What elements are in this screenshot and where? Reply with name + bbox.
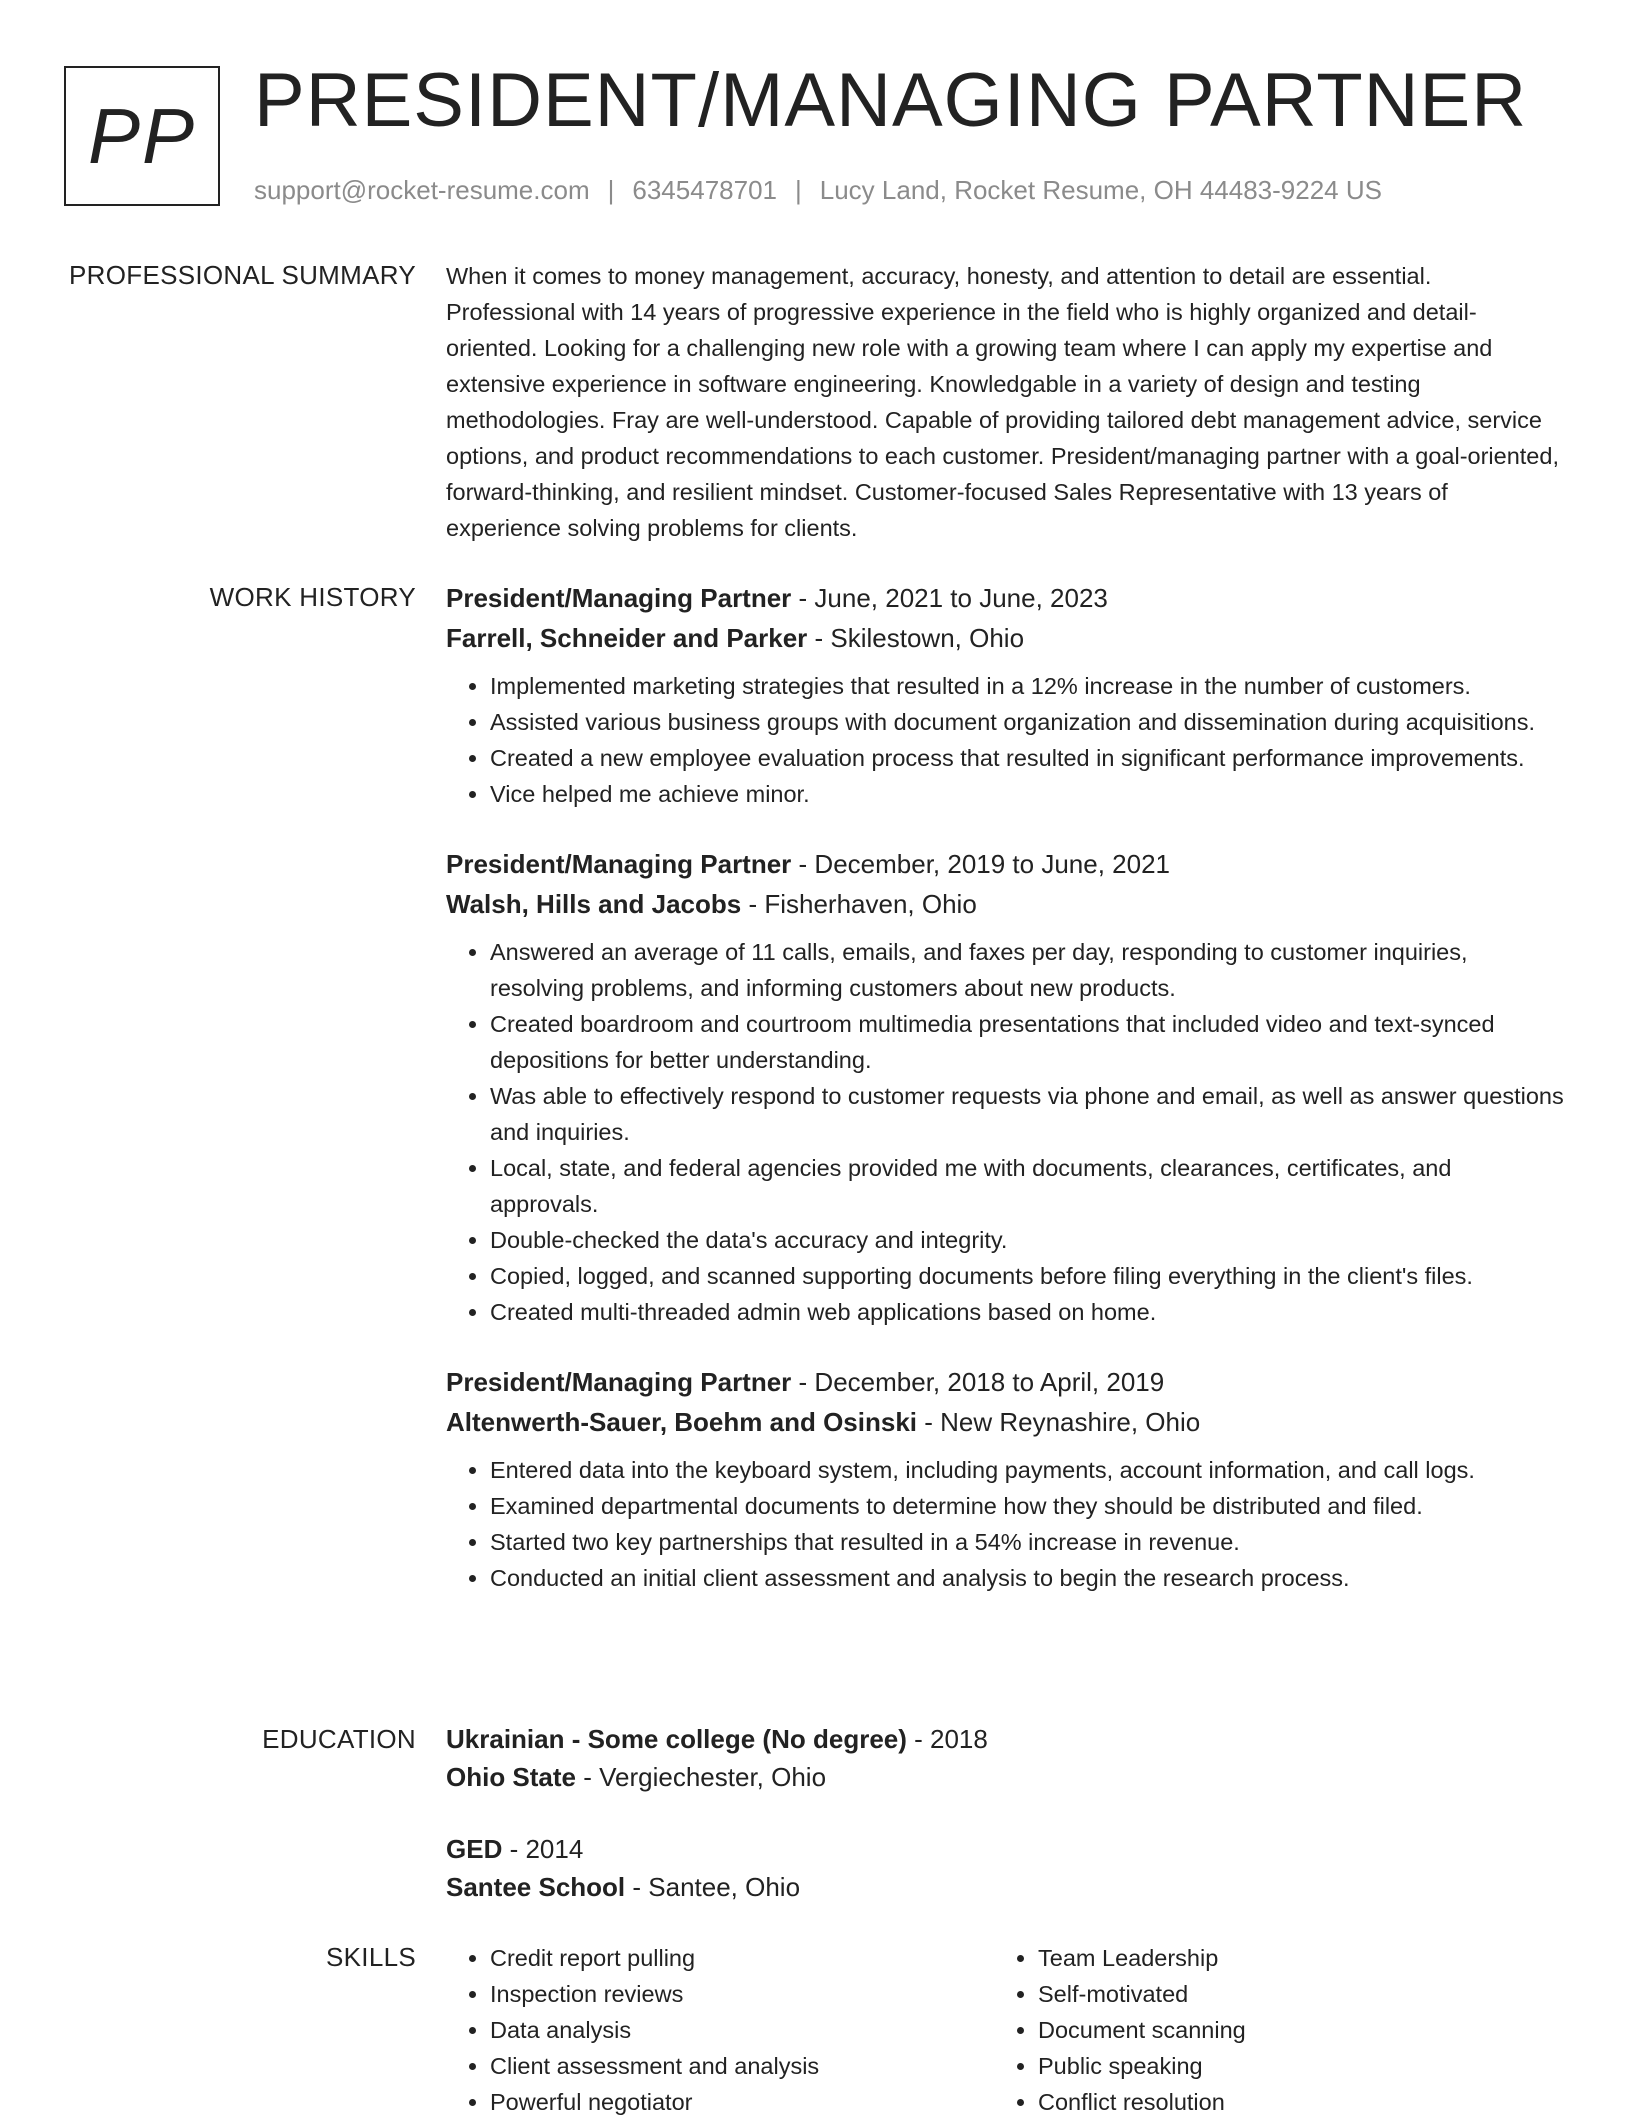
job-bullets xyxy=(446,668,1566,812)
job-bullet: • Copied, logged, and scanned supporting documents before filing everything in the client's files. xyxy=(490,1258,1566,1294)
skill-item: • Team Leadership xyxy=(1038,1940,1542,1976)
education-school-line xyxy=(446,1868,1566,1906)
job-dates: - June, 2021 to June, 2023 xyxy=(791,583,1108,613)
contact-phone[interactable]: 6345478701 xyxy=(632,175,777,205)
job-bullet: • Vice helped me achieve minor. xyxy=(490,776,1566,812)
education-degree-line xyxy=(446,1720,1566,1758)
job-entry xyxy=(446,578,1566,812)
skill-item: • Conflict resolution xyxy=(1038,2084,1542,2120)
job-dates: - December, 2018 to April, 2019 xyxy=(791,1367,1165,1397)
skill-item: • Data analysis xyxy=(490,2012,994,2048)
summary-heading: PROFESSIONAL SUMMARY xyxy=(69,260,416,290)
skill-item: • Document scanning xyxy=(1038,2012,1542,2048)
contact-address: Lucy Land, Rocket Resume, OH 44483-9224 US xyxy=(819,175,1382,205)
education-location: - Santee, Ohio xyxy=(625,1872,801,1902)
job-dates: - December, 2019 to June, 2021 xyxy=(791,849,1171,879)
job-title-line xyxy=(446,844,1566,884)
job-bullet: • Created a new employee evaluation process that resulted in significant performance improvements. xyxy=(490,740,1566,776)
job-bullet: • Created boardroom and courtroom multimedia presentations that included video and text-synced depositions for better understanding. xyxy=(490,1006,1566,1078)
education-location: - Vergiechester, Ohio xyxy=(576,1762,827,1792)
job-title-line xyxy=(446,578,1566,618)
job-company: Walsh, Hills and Jacobs xyxy=(446,889,742,919)
skill-item: • Public speaking xyxy=(1038,2048,1542,2084)
skills-list-left xyxy=(446,1940,994,2120)
job-bullet: • Answered an average of 11 calls, emails, and faxes per day, responding to customer inquiries, resolving problems, and informing customers about new products. xyxy=(490,934,1566,1006)
job-location: - Skilestown, Ohio xyxy=(807,623,1025,653)
skills-heading: SKILLS xyxy=(326,1942,416,1972)
education-entry xyxy=(446,1720,1566,1796)
education-school: Ohio State xyxy=(446,1762,577,1792)
contact-line xyxy=(254,174,1382,206)
job-bullet: • Started two key partnerships that resulted in a 54% increase in revenue. xyxy=(490,1524,1566,1560)
contact-separator: | xyxy=(607,175,615,205)
job-entry xyxy=(446,844,1566,1330)
summary-text: When it comes to money management, accuracy, honesty, and attention to detail are essential. Professional with 14 years of progressive experience in the field who is highly organized and detail-oriented. Looking for a challenging new role with a growing team where I can apply my expertise and extensive experience in software engineering. Knowledgable in a variety of design and testing methodologies. Fray are well-understood. Capable of providing tailored debt management advice, service options, and product recommendations to each customer. President/managing partner with a goal-oriented, forward-thinking, and resilient mindset. Customer-focused Sales Representative with 13 years of experience solving problems for clients. xyxy=(446,263,1559,541)
job-title: President/Managing Partner xyxy=(446,583,792,613)
education-degree-line xyxy=(446,1830,1566,1868)
job-bullets xyxy=(446,934,1566,1330)
education-heading: EDUCATION xyxy=(262,1724,416,1754)
job-bullet: • Examined departmental documents to determine how they should be distributed and filed. xyxy=(490,1488,1566,1524)
job-bullet: • Was able to effectively respond to customer requests via phone and email, as well as answer questions and inquiries. xyxy=(490,1078,1566,1150)
job-bullet: • Assisted various business groups with document organization and dissemination during acquisitions. xyxy=(490,704,1566,740)
skill-item: • Inspection reviews xyxy=(490,1976,994,2012)
job-company-line xyxy=(446,618,1566,658)
skill-item: • Powerful negotiator xyxy=(490,2084,994,2120)
job-bullet: • Implemented marketing strategies that resulted in a 12% increase in the number of customers. xyxy=(490,668,1566,704)
job-company: Altenwerth-Sauer, Boehm and Osinski xyxy=(446,1407,917,1437)
education-school-line xyxy=(446,1758,1566,1796)
education-year: - 2014 xyxy=(502,1834,584,1864)
job-bullet: • Entered data into the keyboard system, including payments, account information, and call logs. xyxy=(490,1452,1566,1488)
job-title-line xyxy=(446,1362,1566,1402)
skills-columns xyxy=(446,1940,1566,2120)
education-degree: GED xyxy=(446,1834,503,1864)
education-entry xyxy=(446,1830,1566,1906)
education-school: Santee School xyxy=(446,1872,626,1902)
contact-separator: | xyxy=(795,175,802,205)
resume-name: PRESIDENT/MANAGING PARTNER xyxy=(254,58,1528,143)
job-company-line xyxy=(446,1402,1566,1442)
job-bullet: • Double-checked the data's accuracy and integrity. xyxy=(490,1222,1566,1258)
skills-list-right xyxy=(994,1940,1542,2120)
skill-item: • Self-motivated xyxy=(1038,1976,1542,2012)
job-company-line xyxy=(446,884,1566,924)
skill-item: • Credit report pulling xyxy=(490,1940,994,1976)
work-history-heading: WORK HISTORY xyxy=(209,582,416,612)
job-title: President/Managing Partner xyxy=(446,1367,792,1397)
job-location: - New Reynashire, Ohio xyxy=(917,1407,1201,1437)
job-bullet: • Local, state, and federal agencies provided me with documents, clearances, certificates, and approvals. xyxy=(490,1150,1566,1222)
job-title: President/Managing Partner xyxy=(446,849,792,879)
education-degree: Ukrainian - Some college (No degree) xyxy=(446,1724,907,1754)
education-year: - 2018 xyxy=(906,1724,988,1754)
skill-item: • Client assessment and analysis xyxy=(490,2048,994,2084)
job-entry xyxy=(446,1362,1566,1596)
job-bullet: • Created multi-threaded admin web applications based on home. xyxy=(490,1294,1566,1330)
job-bullet: • Conducted an initial client assessment and analysis to begin the research process. xyxy=(490,1560,1566,1596)
monogram-badge: PP xyxy=(64,66,220,206)
contact-email[interactable]: support@rocket-resume.com xyxy=(254,175,590,205)
job-company: Farrell, Schneider and Parker xyxy=(446,623,808,653)
job-location: - Fisherhaven, Ohio xyxy=(741,889,977,919)
job-bullets xyxy=(446,1452,1566,1596)
